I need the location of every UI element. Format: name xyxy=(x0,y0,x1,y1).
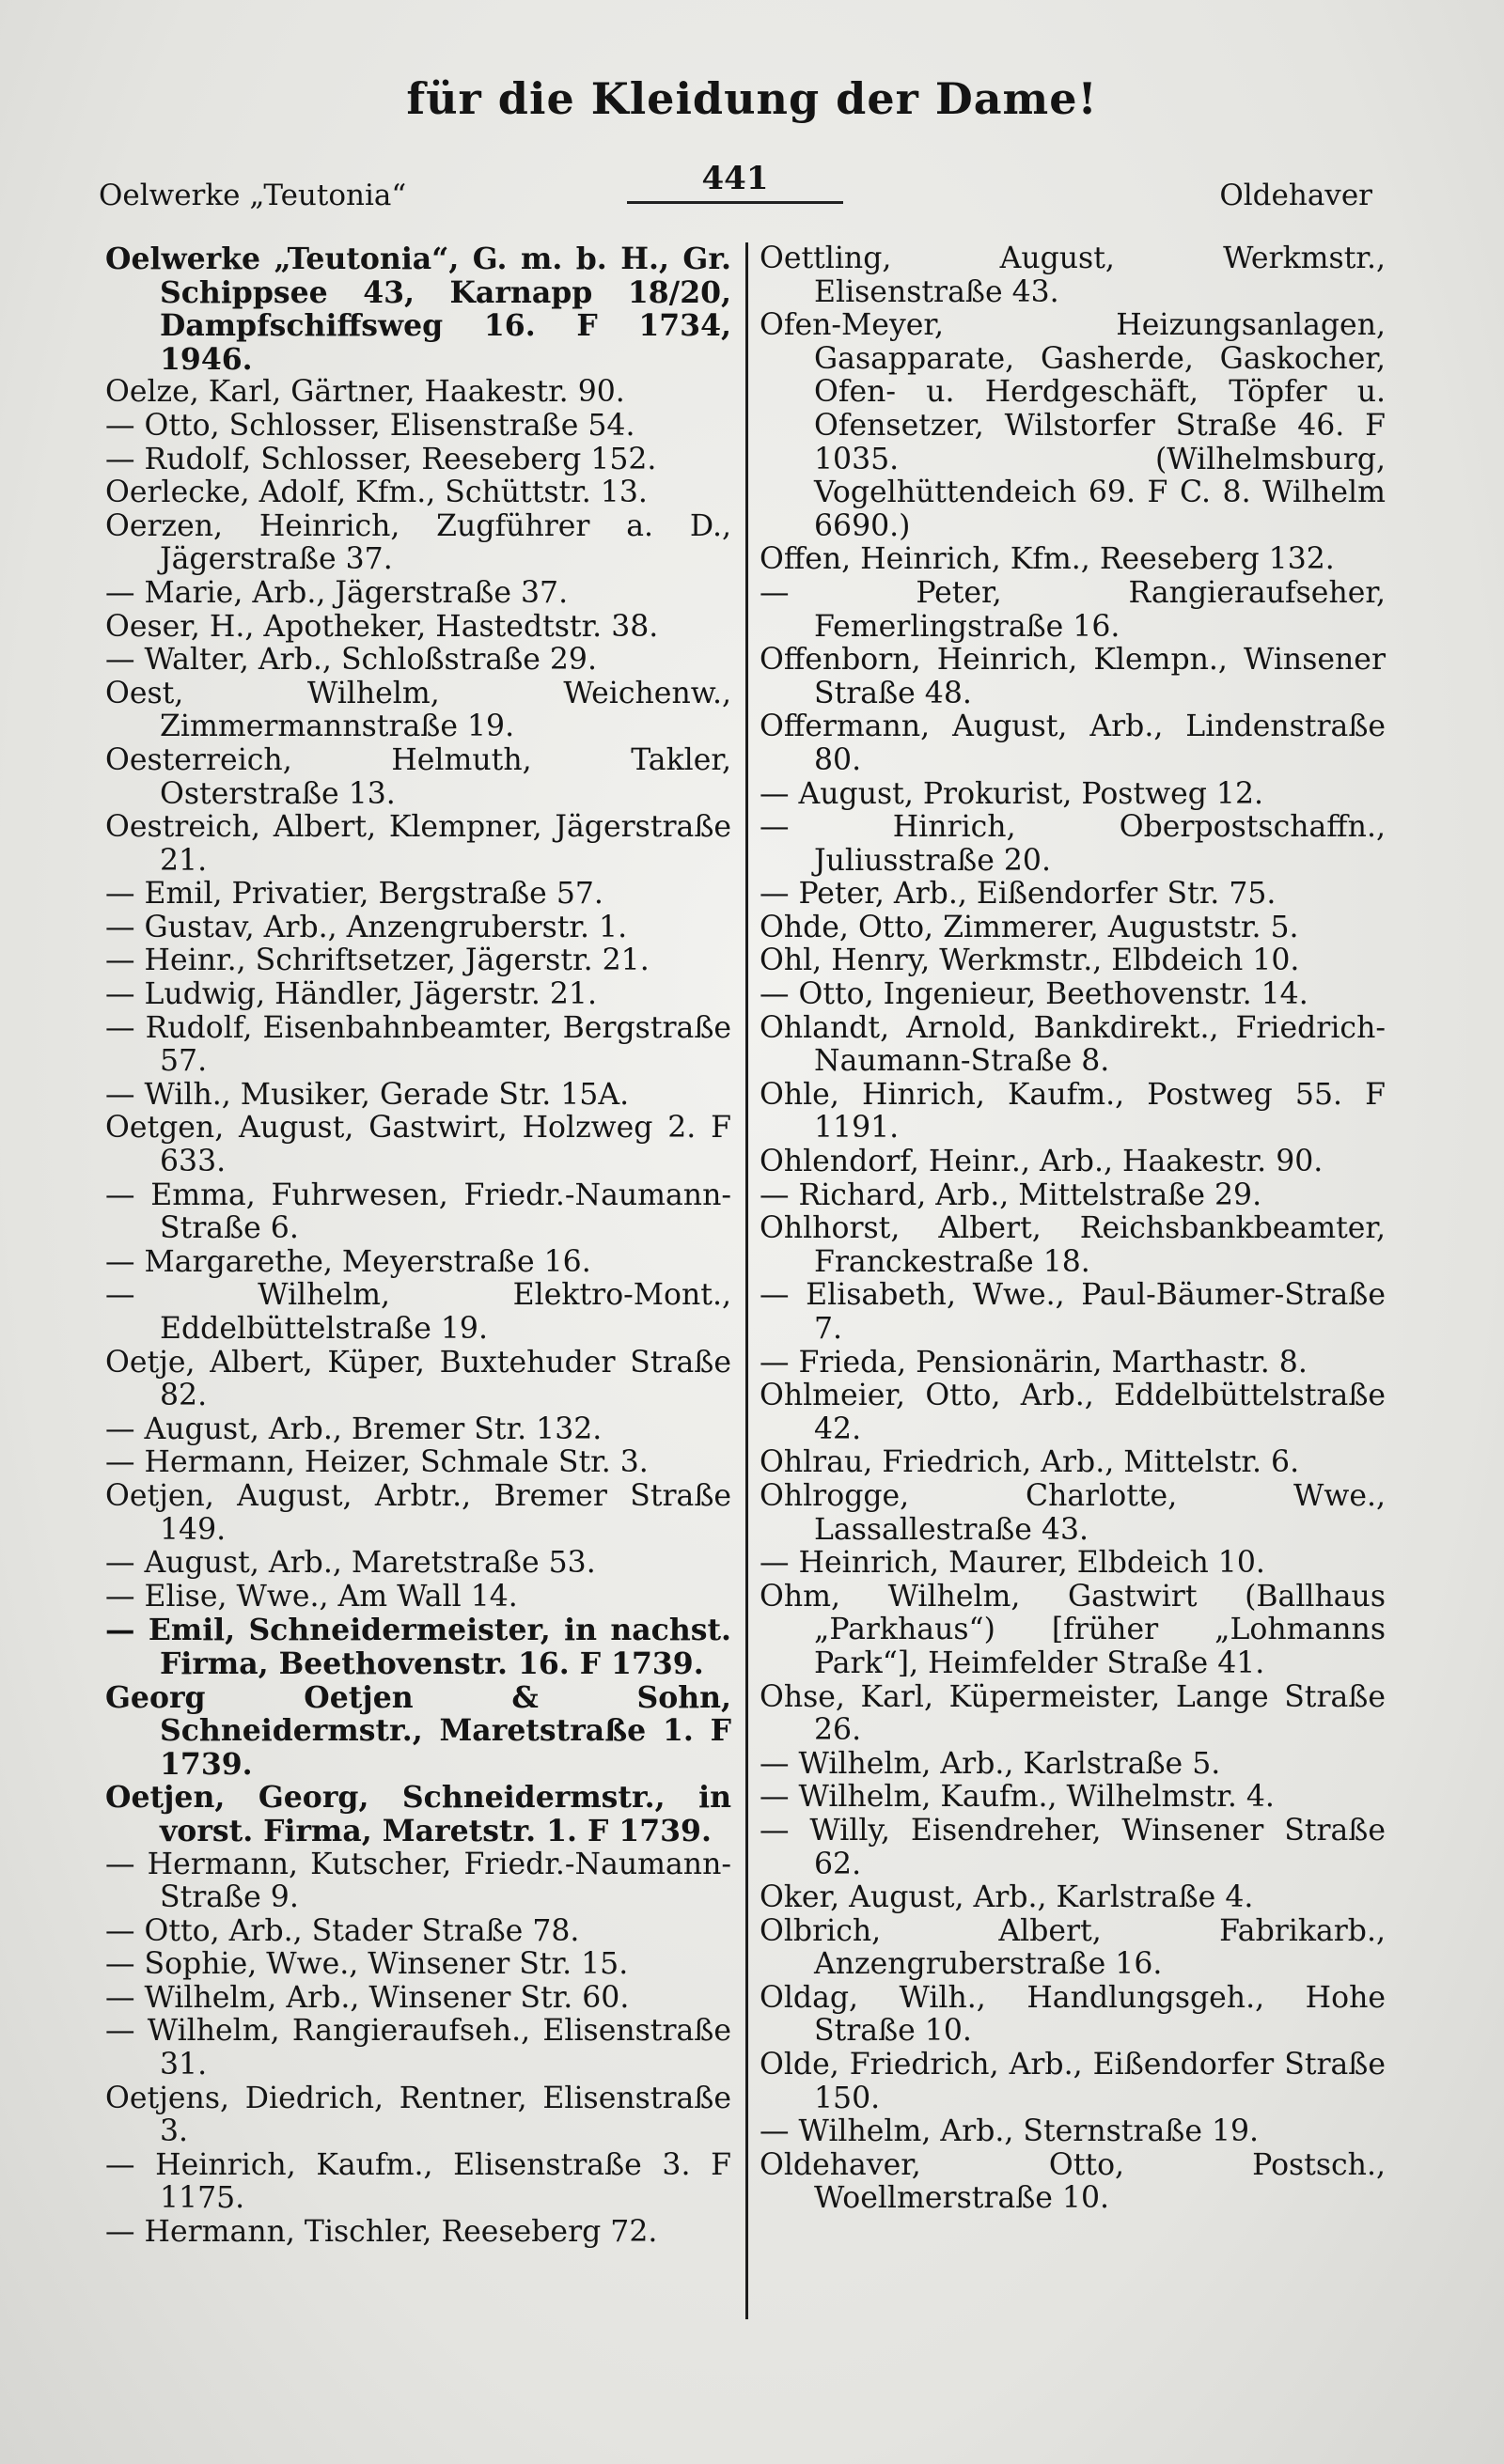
directory-entry: Ohlandt, Arnold, Bankdirekt., Friedrich-Naumann-Straße 8. xyxy=(760,1010,1386,1079)
directory-entry: — Walter, Arb., Schloßstraße 29. xyxy=(105,643,597,678)
directory-entry: Oest, Wilhelm, Weichenw., Zimmermannstraße 19. xyxy=(105,676,731,744)
left-column xyxy=(105,242,731,2250)
directory-entry: — Wilhelm, Arb., Winsener Str. 60. xyxy=(105,1980,630,2015)
directory-entry: — Heinrich, Kaufm., Elisenstraße 3. F 1175. xyxy=(105,2147,731,2216)
directory-entry: — Otto, Schlosser, Elisenstraße 54. xyxy=(105,408,635,443)
directory-entry: Oldag, Wilh., Handlungsgeh., Hohe Straße 10. xyxy=(760,1980,1386,2049)
directory-entry: — Heinrich, Maurer, Elbdeich 10. xyxy=(760,1546,1265,1581)
directory-entry: Oldehaver, Otto, Postsch., Woellmerstraße 10. xyxy=(760,2147,1386,2216)
directory-entry: Ohl, Henry, Werkmstr., Elbdeich 10. xyxy=(760,943,1300,978)
directory-entry: — Wilhelm, Kaufm., Wilhelmstr. 4. xyxy=(760,1780,1275,1815)
directory-entry: Offen, Heinrich, Kfm., Reeseberg 132. xyxy=(760,542,1335,577)
directory-entry: Ohlendorf, Heinr., Arb., Haakestr. 90. xyxy=(760,1145,1324,1179)
directory-entry: — Elisabeth, Wwe., Paul-Bäumer-Straße 7. xyxy=(760,1278,1386,1346)
running-head xyxy=(99,160,1372,212)
directory-entry: — August, Arb., Bremer Str. 132. xyxy=(105,1411,603,1446)
directory-entry: — Margarethe, Meyerstraße 16. xyxy=(105,1244,591,1279)
directory-entry: Olde, Friedrich, Arb., Eißendorfer Straße 150. xyxy=(760,2048,1386,2115)
column-divider xyxy=(745,242,748,2319)
advertisement-banner: für die Kleidung der Dame! xyxy=(406,73,1098,124)
directory-entry: Oerlecke, Adolf, Kfm., Schüttstr. 13. xyxy=(105,476,648,510)
directory-entry: Oetjen, August, Arbtr., Bremer Straße 149. xyxy=(105,1478,731,1547)
directory-entry: — Hinrich, Oberpostschaffn., Juliusstraße 20. xyxy=(760,810,1386,878)
directory-entry: — August, Arb., Maretstraße 53. xyxy=(105,1546,596,1581)
directory-entry: — Hermann, Heizer, Schmale Str. 3. xyxy=(105,1445,649,1480)
directory-entry: Oeser, H., Apotheker, Hastedtstr. 38. xyxy=(105,609,659,644)
directory-entry: — Sophie, Wwe., Winsener Str. 15. xyxy=(105,1947,629,1982)
directory-entry: — Rudolf, Eisenbahnbeamter, Bergstraße 57. xyxy=(105,1010,731,1079)
directory-entry: — Hermann, Tischler, Reeseberg 72. xyxy=(105,2215,658,2250)
directory-entry: Oker, August, Arb., Karlstraße 4. xyxy=(760,1880,1254,1915)
directory-entry: Ofen-Meyer, Heizungsanlagen, Gasapparate, Gasherde, Gaskocher, Ofen- u. Herdgeschäft, Töpfer u. Ofensetzer, Wilstorfer Straße 46. F 1035. (Wilhelmsburg, Vogelhüttendeich 69. F C. 8. Wilhelm 6690.) xyxy=(760,308,1386,543)
directory-entry: — Wilhelm, Rangieraufseh., Elisenstraße 31. xyxy=(105,2014,731,2082)
running-head-left: Oelwerke „Teutonia“ xyxy=(99,179,407,212)
directory-entry: Oestreich, Albert, Klempner, Jägerstraße 21. xyxy=(105,810,731,878)
directory-entry: Ohm, Wilhelm, Gastwirt (Ballhaus „Parkhaus“) [früher „Lohmanns Park“], Heimfelder Straße 41. xyxy=(760,1579,1386,1680)
directory-entry: — Otto, Ingenieur, Beethovenstr. 14. xyxy=(760,977,1308,1012)
directory-entry: — Richard, Arb., Mittelstraße 29. xyxy=(760,1177,1262,1212)
page-number: 441 xyxy=(627,160,843,204)
running-head-right: Oldehaver xyxy=(1219,179,1372,212)
directory-entry: Olbrich, Albert, Fabrikarb., Anzengruberstraße 16. xyxy=(760,1913,1386,1982)
directory-entry: — Willy, Eisendreher, Winsener Straße 62. xyxy=(760,1813,1386,1881)
directory-entry: Oetjens, Diedrich, Rentner, Elisenstraße 3. xyxy=(105,2081,731,2149)
directory-entry: — Wilhelm, Arb., Karlstraße 5. xyxy=(760,1746,1221,1781)
directory-entry: Oelze, Karl, Gärtner, Haakestr. 90. xyxy=(105,375,625,410)
directory-entry: — Gustav, Arb., Anzengruberstr. 1. xyxy=(105,910,628,944)
directory-entry: Ohle, Hinrich, Kaufm., Postweg 55. F 1191. xyxy=(760,1077,1386,1146)
directory-entry: — Rudolf, Schlosser, Reeseberg 152. xyxy=(105,442,657,476)
directory-entry: — Marie, Arb., Jägerstraße 37. xyxy=(105,575,569,610)
directory-entry: — Heinr., Schriftsetzer, Jägerstr. 21. xyxy=(105,943,650,978)
directory-entry: Ohlrogge, Charlotte, Wwe., Lassallestraße 43. xyxy=(760,1478,1386,1547)
directory-entry: Oetjen, Georg, Schneidermstr., in vorst. Firma, Maretstr. 1. F 1739. xyxy=(105,1780,731,1848)
directory-entry: Ohlmeier, Otto, Arb., Eddelbüttelstraße 42. xyxy=(760,1379,1386,1446)
directory-entry: — Wilhelm, Elektro-Mont., Eddelbüttelstraße 19. xyxy=(105,1278,731,1346)
directory-entry: Oelwerke „Teutonia“, G. m. b. H., Gr. Schippsee 43, Karnapp 18/20, Dampfschiffsweg 16. F 1734, 1946. xyxy=(105,242,731,377)
directory-entry: — Peter, Arb., Eißendorfer Str. 75. xyxy=(760,877,1277,912)
directory-columns xyxy=(105,242,1395,2319)
directory-entry: — August, Prokurist, Postweg 12. xyxy=(760,776,1264,811)
directory-entry: Oetje, Albert, Küper, Buxtehuder Straße 82. xyxy=(105,1345,731,1413)
directory-entry: Oesterreich, Helmuth, Takler, Osterstraße 13. xyxy=(105,742,731,811)
directory-entry: — Emil, Privatier, Bergstraße 57. xyxy=(105,877,603,912)
directory-entry: — Emma, Fuhrwesen, Friedr.-Naumann-Straße 6. xyxy=(105,1177,731,1246)
directory-entry: Ohlrau, Friedrich, Arb., Mittelstr. 6. xyxy=(760,1445,1300,1480)
directory-entry: Ohlhorst, Albert, Reichsbankbeamter, Franckestraße 18. xyxy=(760,1211,1386,1279)
directory-entry: Oettling, August, Werkmstr., Elisenstraße 43. xyxy=(760,242,1386,309)
directory-entry: — Peter, Rangieraufseher, Femerlingstraße 16. xyxy=(760,575,1386,644)
directory-entry: — Wilhelm, Arb., Sternstraße 19. xyxy=(760,2114,1260,2149)
directory-entry: — Hermann, Kutscher, Friedr.-Naumann-Straße 9. xyxy=(105,1847,731,1915)
directory-entry: — Elise, Wwe., Am Wall 14. xyxy=(105,1579,518,1614)
directory-entry: Georg Oetjen & Sohn, Schneidermstr., Maretstraße 1. F 1739. xyxy=(105,1679,731,1782)
directory-entry: — Ludwig, Händler, Jägerstr. 21. xyxy=(105,977,597,1012)
right-column xyxy=(760,242,1386,2216)
directory-entry: Oetgen, August, Gastwirt, Holzweg 2. F 633. xyxy=(105,1111,731,1179)
directory-entry: — Wilh., Musiker, Gerade Str. 15A. xyxy=(105,1077,630,1112)
directory-entry: Offenborn, Heinrich, Klempn., Winsener Straße 48. xyxy=(760,643,1386,710)
directory-entry: Oerzen, Heinrich, Zugführer a. D., Jägerstraße 37. xyxy=(105,508,731,577)
directory-entry: — Frieda, Pensionärin, Marthastr. 8. xyxy=(760,1345,1308,1380)
directory-entry: Ohse, Karl, Küpermeister, Lange Straße 26. xyxy=(760,1679,1386,1748)
directory-entry: Offermann, August, Arb., Lindenstraße 80. xyxy=(760,710,1386,777)
directory-entry: — Otto, Arb., Stader Straße 78. xyxy=(105,1913,580,1948)
directory-entry: Ohde, Otto, Zimmerer, Auguststr. 5. xyxy=(760,910,1299,944)
directory-entry: — Emil, Schneidermeister, in nachst. Firma, Beethovenstr. 16. F 1739. xyxy=(105,1613,731,1681)
